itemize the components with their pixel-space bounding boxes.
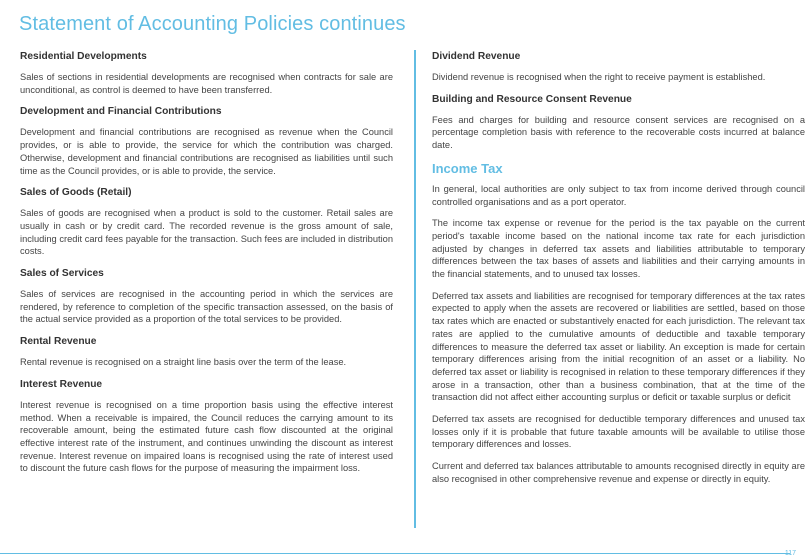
section-paragraph: The income tax expense or revenue for the period is the tax payable on the current period's taxable income based on the national income tax rate for each jurisdiction adjusted by changes in deferred tax assets and liabilities attributable to temporary differences between the tax bases of assets and liabilities and their carrying amounts in the financial statements, and to unused tax losses.	[432, 218, 805, 280]
section-heading: Sales of Goods (Retail)	[20, 187, 132, 199]
section-paragraph: Development and financial contributions are recognised as revenue when the Council provides, or is able to provide, the service for which the contribution was charged. Otherwise, development and financial contributions are recognised as liabilities until such time as the Council provides, or is able to provide, the service.	[20, 127, 393, 176]
right-column	[432, 50, 805, 495]
footer-rule	[0, 553, 790, 554]
section-paragraph: Fees and charges for building and resource consent services are recognised on a percentage completion basis with reference to the recoverable costs incurred at balance date.	[432, 114, 805, 151]
section-heading: Sales of Services	[20, 268, 104, 280]
section-building-consent-revenue	[432, 93, 805, 152]
section-sales-of-goods	[20, 186, 393, 258]
section-development-contributions	[20, 105, 393, 177]
section-heading: Residential Developments	[20, 51, 147, 62]
section-dividend-revenue	[432, 50, 805, 84]
page-title: Statement of Accounting Policies continues	[19, 13, 406, 35]
section-heading: Rental Revenue	[20, 336, 97, 348]
section-income-tax	[432, 161, 805, 486]
section-heading: Building and Resource Consent Revenue	[432, 93, 632, 105]
section-rental-revenue	[20, 335, 393, 369]
section-sales-of-services	[20, 267, 393, 326]
page-number: 117	[784, 550, 796, 557]
section-heading: Development and Financial Contributions	[20, 106, 222, 118]
section-paragraph: Rental revenue is recognised on a straight line basis over the term of the lease.	[20, 357, 347, 368]
section-paragraph: Sales of services are recognised in the accounting period in which the services are rendered, by reference to completion of the specific transaction assessed, on the basis of the actual service provided as a proportion of the total services to be provided.	[20, 289, 393, 325]
section-paragraph: Deferred tax assets are recognised for deductible temporary differences and unused tax losses only if it is probable that future taxable amounts will be available to utilise those temporary differences and losses.	[432, 414, 805, 450]
income-tax-heading: Income Tax	[432, 160, 503, 176]
section-residential-developments	[20, 50, 393, 96]
section-paragraph: Dividend revenue is recognised when the right to receive payment is established.	[432, 72, 766, 82]
section-paragraph: Interest revenue is recognised on a time proportion basis using the effective interest method. When a receivable is impaired, the Council reduces the carrying amount to its recoverable amount, being the estimated future cash flow discounted at the original effective interest rate of the instrument, and continues unwinding the discount as interest revenue. Interest revenue on impaired loans is recognised using the rate of interest used to discount the future cash flows for the purpose of measuring the impairment loss.	[20, 399, 393, 474]
section-paragraph: In general, local authorities are only subject to tax from income derived through council controlled organisations and as a port operator.	[432, 183, 805, 207]
section-paragraph: Current and deferred tax balances attributable to amounts recognised directly in equity are also recognised in other comprehensive revenue and expense or directly in equity.	[432, 461, 805, 484]
left-column	[20, 50, 393, 484]
column-divider	[414, 50, 416, 528]
section-heading: Dividend Revenue	[432, 51, 521, 62]
section-interest-revenue	[20, 378, 393, 475]
section-heading: Interest Revenue	[20, 378, 103, 390]
section-paragraph: Sales of sections in residential developments are recognised when contracts for sale are unconditional, as control is deemed to have been transferred.	[20, 72, 393, 95]
section-paragraph: Sales of goods are recognised when a product is sold to the customer. Retail sales are usually in cash or by credit card. The recorded revenue is the gross amount of sale, including credit card fees payable for the transaction. Such fees are included in distribution costs.	[20, 208, 393, 257]
section-paragraph: Deferred tax assets and liabilities are recognised for temporary differences at the tax rates expected to apply when the assets are recovered or liabilities are settled, based on those tax rates which are enacted or substantively enacted for each jurisdiction. The relevant tax rates are applied to the cumulative amounts of deductible and taxable temporary differences to measure the deferred tax asset or liability. An exception is made for certain temporary differences arising from the initial recognition of an asset or a liability. No deferred tax asset or liability is recognised in relation to these temporary differences if they arose in a transaction, other than a business combination, that at the time of the transaction did not affect either accounting surplus or deficit or taxable surplus or deficit	[432, 290, 805, 403]
